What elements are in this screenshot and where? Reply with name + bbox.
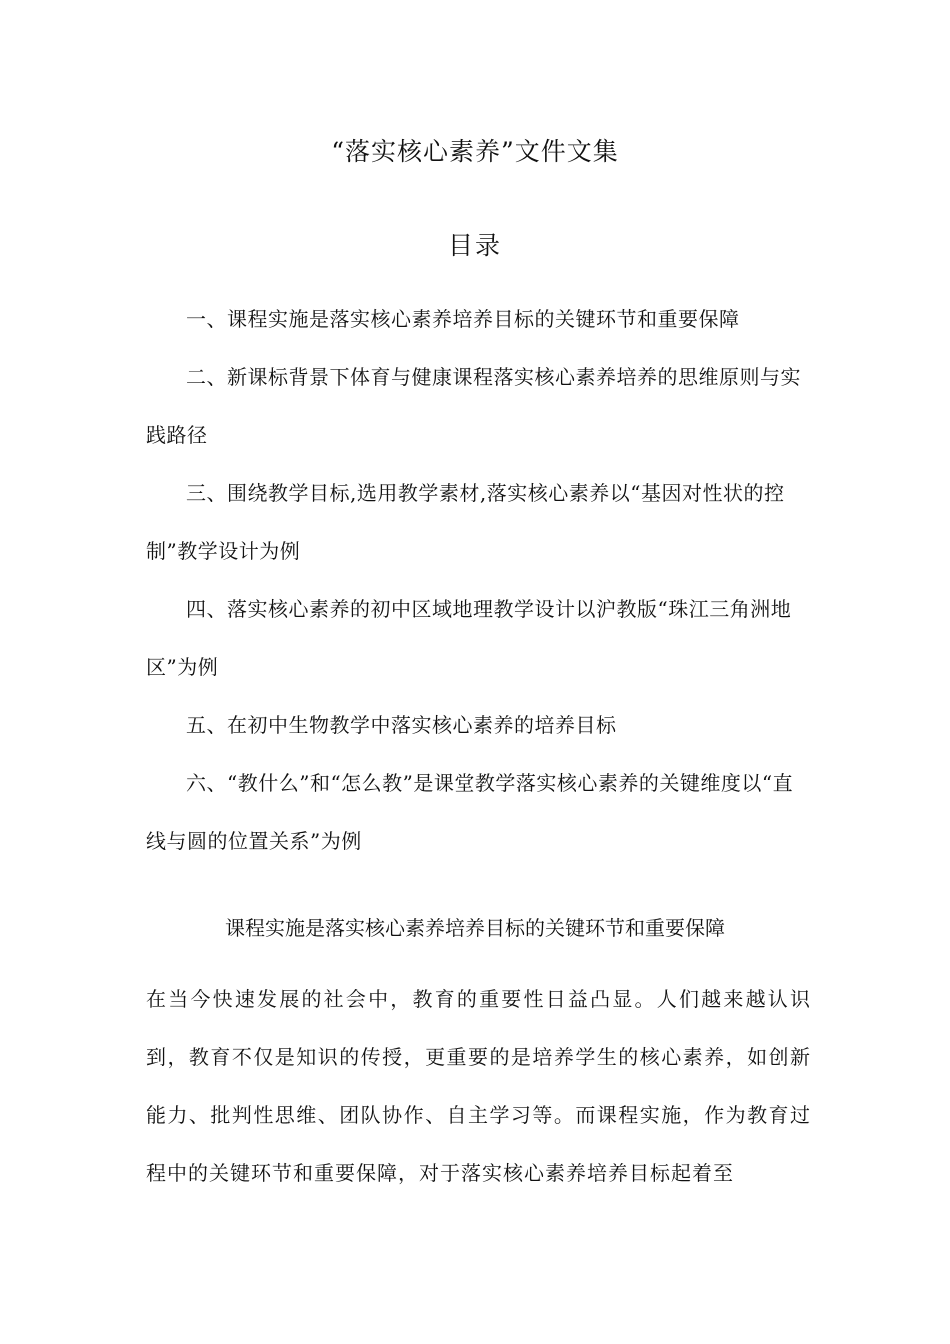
toc-item: 二、新课标背景下体育与健康课程落实核心素养培养的思维原则与实践路径 — [146, 365, 801, 447]
toc-item: 六、“教什么”和“怎么教”是课堂教学落实核心素养的关键维度以“直线与圆的位置关系”为例 — [146, 771, 794, 853]
section-title: 课程实施是落实核心素养培养目标的关键环节和重要保障 — [225, 916, 725, 940]
toc-item: 三、围绕教学目标,选用教学素材,落实核心素养以“基因对性状的控制”教学设计为例 — [146, 481, 785, 563]
toc-heading: 目录 — [447, 231, 502, 260]
toc-item: 一、课程实施是落实核心素养培养目标的关键环节和重要保障 — [186, 307, 740, 331]
body-paragraph: 在当今快速发展的社会中，教育的重要性日益凸显。人们越来越认识到，教育不仅是知识的传授，更重要的是培养学生的核心素养，如创新能力、批判性思维、团队协作、自主学习等。而课程实施，作为教育过程中的关键环节和重要保障，对于落实核心素养培养目标起着至 — [146, 987, 811, 1185]
toc-item: 五、在初中生物教学中落实核心素养的培养目标 — [186, 713, 617, 737]
document-title: “落实核心素养”文件文集 — [331, 137, 619, 166]
toc-item: 四、落实核心素养的初中区域地理教学设计以沪教版“珠江三角洲地区”为例 — [146, 597, 792, 679]
table-of-contents — [146, 290, 811, 870]
